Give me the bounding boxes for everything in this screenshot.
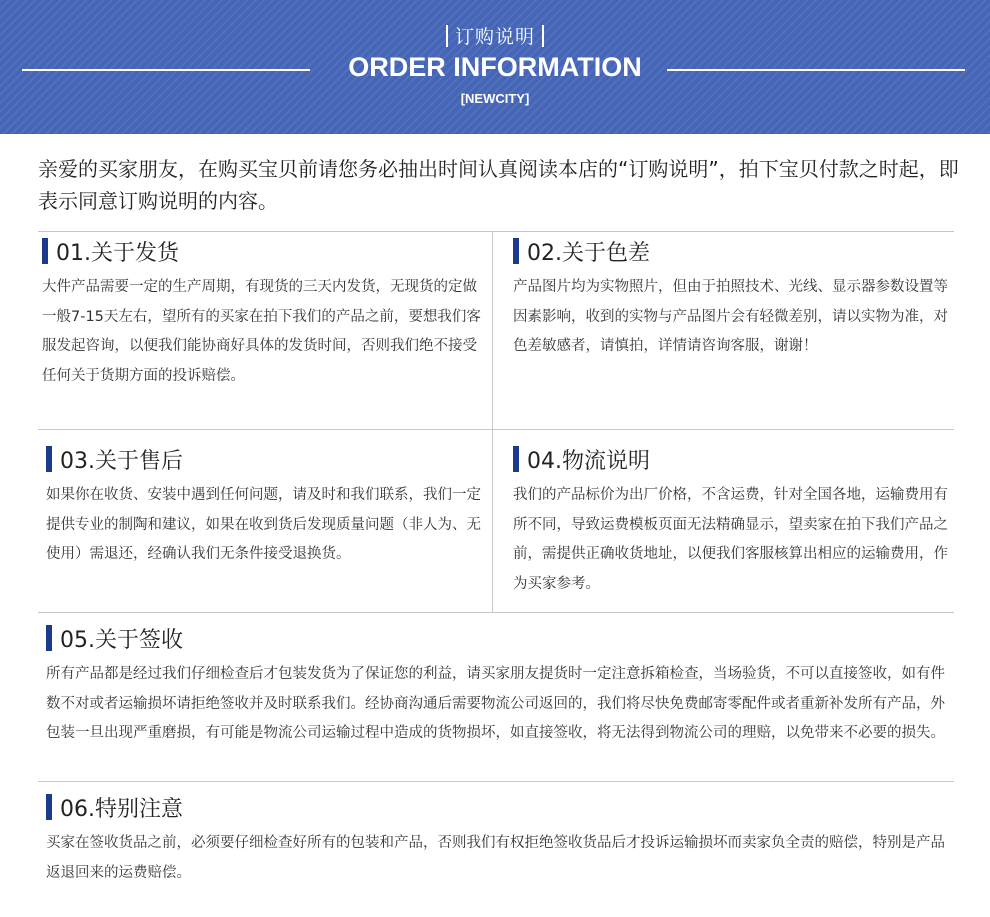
section-special-notice: [46, 792, 946, 888]
section-marker-icon: [513, 238, 519, 264]
section-title: 05.关于签收: [60, 627, 183, 653]
section-shipping: [42, 236, 487, 391]
section-marker-icon: [46, 625, 52, 651]
divider: [38, 429, 954, 430]
title-bar-left: [446, 25, 448, 47]
section-body: 大件产品需要一定的生产周期，有现货的三天内发货，无现货的定做一般7-15天左右，望所有的买家在拍下我们的产品之前，要想我们客服发起咨询，以便我们能协商好具体的发货时间，否则我们绝不接受任何关于货期方面的投诉赔偿。: [42, 279, 481, 384]
divider: [38, 231, 954, 232]
section-title: 03.关于售后: [60, 448, 183, 474]
section-title: 02.关于色差: [527, 240, 650, 266]
section-title: 06.特别注意: [60, 796, 183, 822]
section-marker-icon: [42, 238, 48, 264]
header-cn-title: [0, 22, 990, 49]
header-cn-title-text: 订购说明: [454, 26, 535, 48]
section-color-difference: [513, 236, 953, 362]
divider: [38, 612, 954, 613]
header-line-right: [667, 69, 965, 71]
section-marker-icon: [513, 446, 519, 472]
header-banner: [0, 0, 990, 134]
divider: [38, 781, 954, 782]
section-body: 产品图片均为实物照片，但由于拍照技术、光线、显示器参数设置等因素影响，收到的实物与产品图片会有轻微差别，请以实物为准，对色差敏感者，请慎拍，详情请咨询客服，谢谢！: [513, 279, 948, 354]
column-divider: [492, 231, 493, 612]
header-subtitle: [NEWCITY]: [460, 91, 530, 106]
section-logistics: [513, 444, 953, 599]
section-marker-icon: [46, 794, 52, 820]
section-body: 我们的产品标价为出厂价格，不含运费，针对全国各地，运输费用有所不同，导致运费模板页面无法精确显示，望卖家在拍下我们产品之前，需提供正确收货地址，以便我们客服核算出相应的运输费用，作为买家参考。: [513, 487, 948, 592]
section-marker-icon: [46, 446, 52, 472]
title-bar-right: [542, 25, 544, 47]
section-body: 如果你在收货、安装中遇到任何问题，请及时和我们联系，我们一定提供专业的制陶和建议，如果在收到货后发现质量问题（非人为、无使用）需退还，经确认我们无条件接受退换货。: [46, 487, 481, 562]
section-title: 04.物流说明: [527, 448, 650, 474]
section-body: 买家在签收货品之前，必须要仔细检查好所有的包装和产品，否则我们有权拒绝签收货品后才投诉运输损坏而卖家负全责的赔偿，特别是产品返退回来的运费赔偿。: [46, 835, 945, 881]
header-en-title: ORDER INFORMATION: [348, 52, 642, 82]
intro-text: 亲爱的买家朋友，在购买宝贝前请您务必抽出时间认真阅读本店的“订购说明”，拍下宝贝付款之时起，即表示同意订购说明的内容。: [38, 157, 959, 213]
section-after-sales: [46, 444, 486, 570]
section-signing: [46, 623, 946, 749]
section-title: 01.关于发货: [56, 240, 179, 266]
section-body: 所有产品都是经过我们仔细检查后才包装发货为了保证您的利益，请买家朋友提货时一定注意拆箱检查，当场验货，不可以直接签收，如有件数不对或者运输损坏请拒绝签收并及时联系我们。经协商沟通后需要物流公司返回的，我们将尽快免费邮寄零配件或者重新补发所有产品，外包装一旦出现严重磨损，有可能是物流公司运输过程中造成的货物损坏，如直接签收，将无法得到物流公司的理赔，以免带来不必要的损失。: [46, 666, 945, 741]
